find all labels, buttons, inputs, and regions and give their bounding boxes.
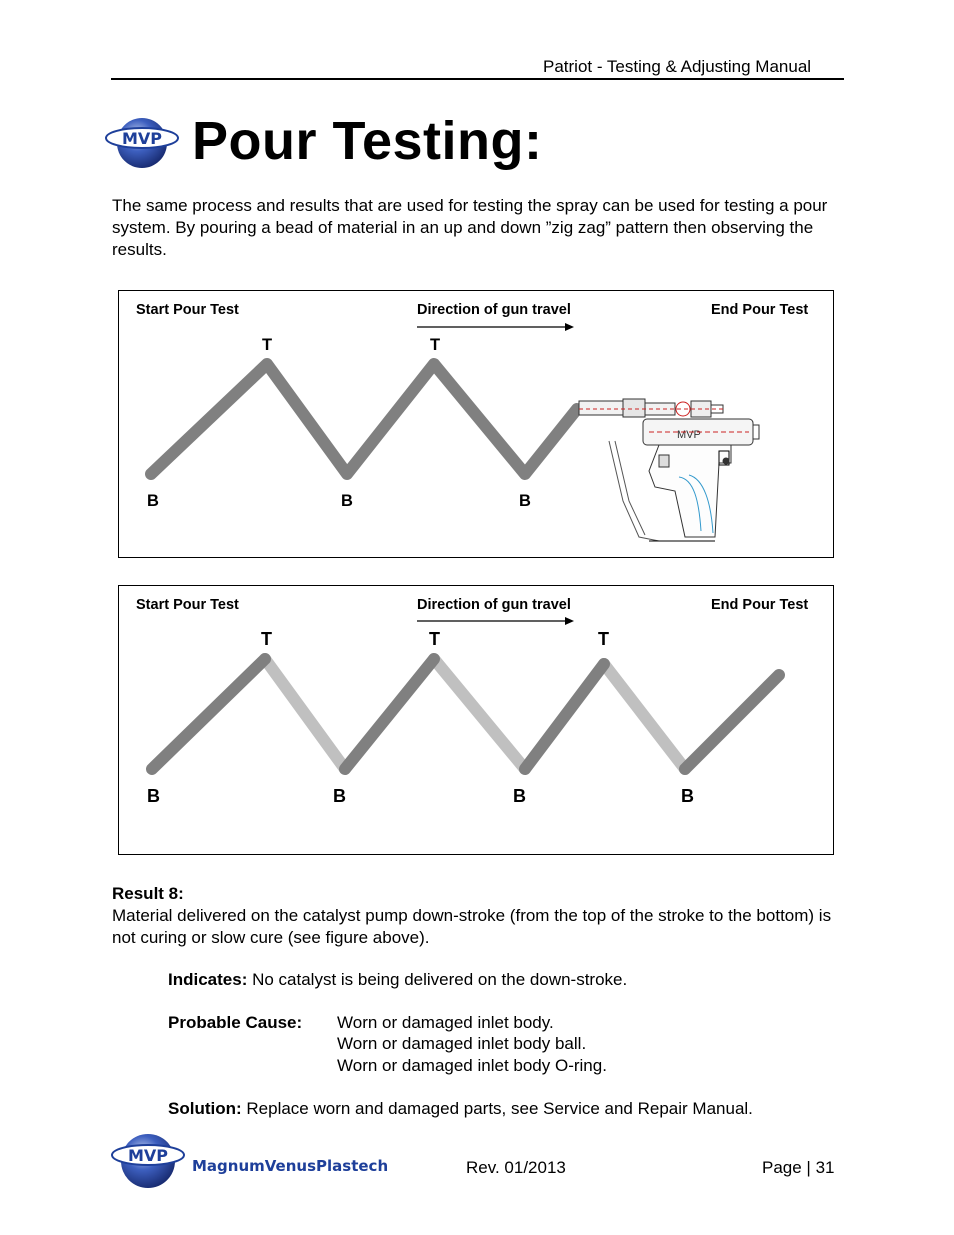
result-description: Material delivered on the catalyst pump down-stroke (from the top of the stroke to the bottom) is not curing or slow cure (see figure above). xyxy=(112,906,832,947)
cured-upstroke xyxy=(685,675,779,769)
uncured-downstroke xyxy=(434,659,525,769)
footer-logo xyxy=(111,1130,401,1197)
bottom-label: B xyxy=(147,492,159,510)
cause-item: Worn or damaged inlet body ball. xyxy=(337,1034,587,1053)
page-title: Pour Testing: xyxy=(192,111,543,171)
top-label: T xyxy=(429,629,440,649)
bottom-label: B xyxy=(147,786,160,806)
bottom-label: B xyxy=(513,786,526,806)
direction-arrow-icon xyxy=(417,323,574,331)
top-label: T xyxy=(430,336,441,354)
solution-label: Solution: xyxy=(168,1099,242,1118)
manual-title: Patriot - Testing & Adjusting Manual xyxy=(543,57,812,76)
start-pour-label: Start Pour Test xyxy=(136,302,239,318)
start-pour-label: Start Pour Test xyxy=(136,597,239,613)
end-pour-label: End Pour Test xyxy=(711,597,809,613)
uncured-downstroke xyxy=(265,659,345,769)
svg-text:MVP: MVP xyxy=(121,129,163,148)
direction-label: Direction of gun travel xyxy=(417,597,571,613)
intro-paragraph: The same process and results that are used for testing the spray can be used for testing a pour system. By pouring a bead of material in an up and down ”zig zag” pattern then observing the results. xyxy=(112,196,828,259)
svg-text:MVP: MVP xyxy=(127,1146,169,1165)
top-label: T xyxy=(261,629,272,649)
cause-item: Worn or damaged inlet body. xyxy=(337,1013,554,1032)
figure-pour-test-result-8 xyxy=(118,585,834,855)
direction-arrow-icon xyxy=(417,617,574,625)
cured-upstroke xyxy=(525,664,604,769)
header-rule xyxy=(111,78,844,80)
indicates-label: Indicates: xyxy=(168,970,248,989)
indicates-text: No catalyst is being delivered on the down-stroke. xyxy=(247,970,628,989)
bottom-label: B xyxy=(519,492,531,510)
bottom-label: B xyxy=(681,786,694,806)
direction-label: Direction of gun travel xyxy=(417,302,571,318)
result-heading: Result 8: xyxy=(112,884,184,903)
indicates-line xyxy=(168,970,627,990)
solution-text: Replace worn and damaged parts, see Service and Repair Manual. xyxy=(241,1099,753,1118)
top-label: T xyxy=(262,336,273,354)
brand-wordmark: MagnumVenusPlastech xyxy=(192,1157,389,1175)
top-label: T xyxy=(598,629,609,649)
pour-gun-icon xyxy=(579,399,759,541)
figure-pour-test-good xyxy=(118,290,834,558)
bottom-label: B xyxy=(341,492,353,510)
cured-upstroke xyxy=(152,659,265,769)
end-pour-label: End Pour Test xyxy=(711,302,809,318)
cured-upstroke xyxy=(345,659,434,769)
uncured-downstroke xyxy=(604,664,685,769)
revision-label: Rev. 01/2013 xyxy=(466,1158,566,1177)
cause-item: Worn or damaged inlet body O-ring. xyxy=(337,1056,607,1075)
solution-line xyxy=(168,1099,753,1119)
pour-bead-line xyxy=(151,364,577,474)
bottom-label: B xyxy=(333,786,346,806)
probable-cause-label: Probable Cause: xyxy=(168,1013,303,1032)
mvp-logo-icon xyxy=(104,115,180,176)
page-number: Page | 31 xyxy=(762,1158,835,1177)
svg-text:MVP: MVP xyxy=(677,429,701,441)
mvp-logo-icon xyxy=(112,1134,184,1188)
